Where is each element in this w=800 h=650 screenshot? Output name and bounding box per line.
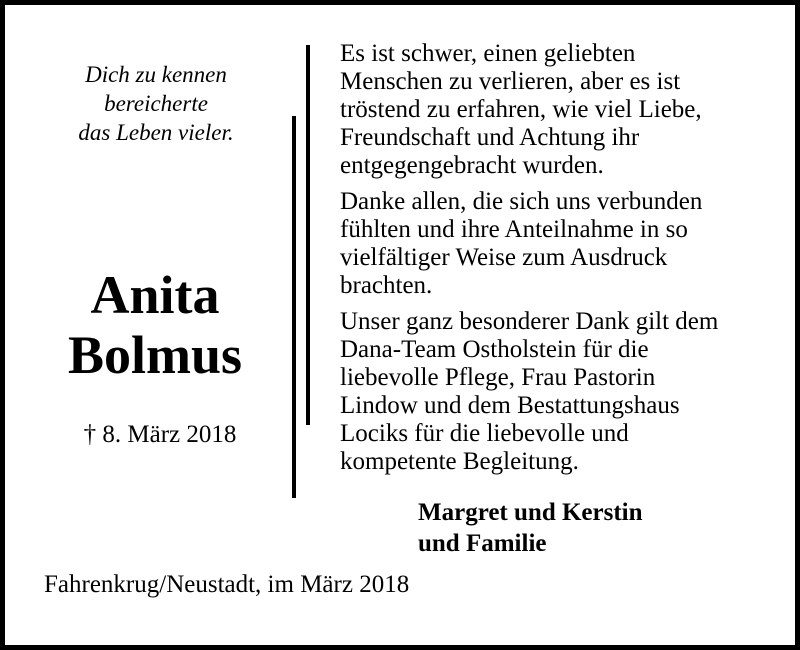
signature-line: und Familie [418,530,547,557]
divider-rule [306,45,310,425]
deceased-name [30,265,280,385]
text-line: Danke allen, die sich uns verbunden [340,188,703,215]
text-line: Dana-Team Ostholstein für die [340,336,649,363]
first-name: Anita [90,265,220,325]
signature [418,497,643,559]
thank-you-text [340,40,780,484]
text-line: Lindow und dem Bestattungshaus [340,392,680,419]
divider-rule [292,116,296,498]
text-line: entgegengebracht wurden. [340,152,604,179]
motto-line: das Leben vieler. [78,120,234,145]
text-line: fühlten und ihre Anteilnahme in so [340,216,688,243]
death-date: † 8. März 2018 [83,421,237,448]
text-line: Freundschaft und Achtung ihr [340,124,640,151]
text-line: Unser ganz besonderer Dank gilt dem [340,308,719,335]
text-line: Menschen zu verlieren, aber es ist [340,68,681,95]
motto-line: Dich zu kennen [85,62,227,87]
text-line: Lociks für die liebevolle und [340,420,629,447]
text-line: brachten. [340,272,433,299]
paragraph [340,40,780,180]
text-line: vielfältiger Weise zum Ausdruck [340,244,668,271]
paragraph [340,308,780,476]
text-line: tröstend zu erfahren, wie viel Liebe, [340,96,702,123]
signature-line: Margret und Kerstin [418,499,643,526]
last-name: Bolmus [67,325,243,385]
text-line: kompetente Begleitung. [340,448,579,475]
text-line: Es ist schwer, einen geliebten [340,40,636,67]
paragraph [340,188,780,300]
text-line: liebevolle Pflege, Frau Pastorin [340,364,656,391]
place-and-date: Fahrenkrug/Neustadt, im März 2018 [44,571,410,598]
motto [36,60,276,147]
motto-line: bereicherte [104,91,208,116]
